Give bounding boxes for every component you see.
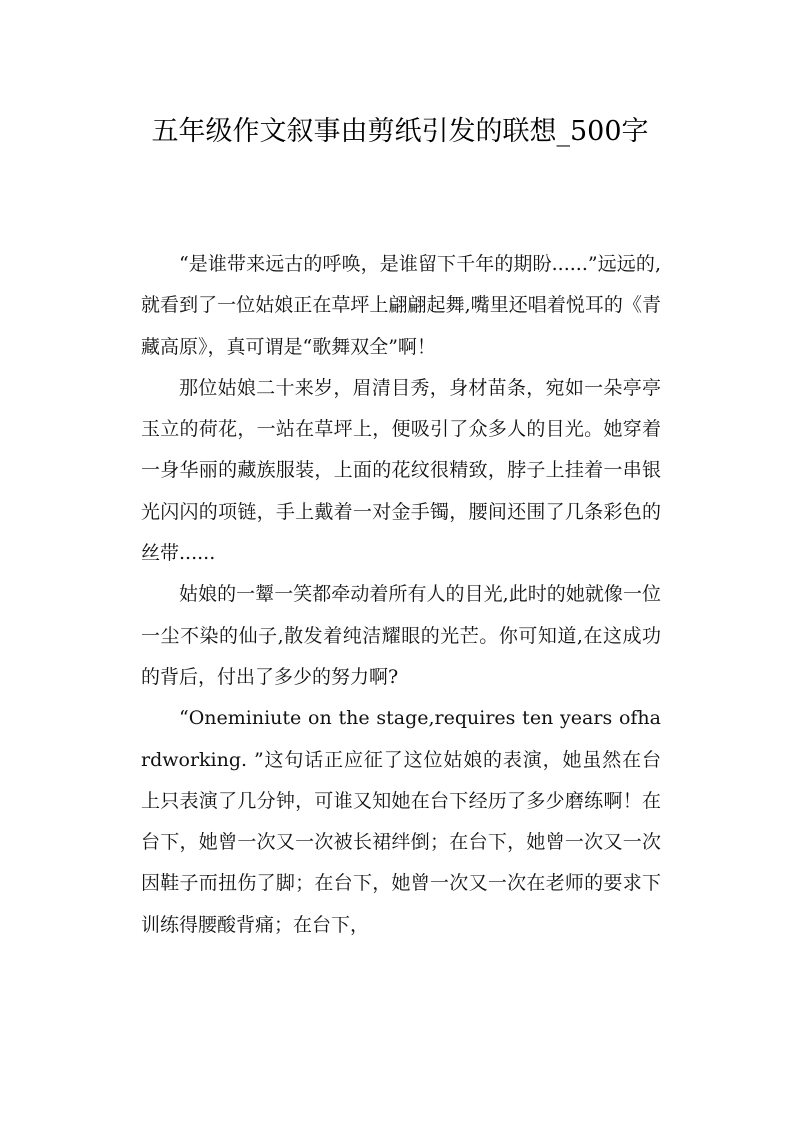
paragraph: “Oneminiute on the stage,requires ten years ofhardworking. ”这句话正应征了这位姑娘的表演，她虽然在台上只表演了几分钟，可谁又知她在台下经历了多少磨练啊！在台下，她曾一次又一次被长裙绊倒；在台下，她曾一次又一次因鞋子而扭伤了脚；在台下，她曾一次又一次在老师的要求下训练得腰酸背痛；在台下，: [141, 707, 661, 936]
paragraph: “是谁带来远古的呼唤，是谁留下千年的期盼......”远远的,就看到了一位姑娘正在草坪上翩翩起舞,嘴里还唱着悦耳的《青藏高原》，真可谓是“歌舞双全”啊！: [141, 253, 661, 358]
paragraph: 姑娘的一颦一笑都牵动着所有人的目光,此时的她就像一位一尘不染的仙子,散发着纯洁耀眼的光芒。你可知道,在这成功的背后，付出了多少的努力啊?: [141, 583, 661, 688]
document-title: 五年级作文叙事由剪纸引发的联想_500字: [151, 116, 649, 147]
document-body: [141, 244, 661, 946]
paragraph: 那位姑娘二十来岁，眉清目秀，身材苗条，宛如一朵亭亭玉立的荷花，一站在草坪上，便吸引了众多人的目光。她穿着一身华丽的藏族服装，上面的花纹很精致，脖子上挂着一串银光闪闪的项链，手上戴着一对金手镯，腰间还围了几条彩色的丝带......: [141, 376, 661, 565]
